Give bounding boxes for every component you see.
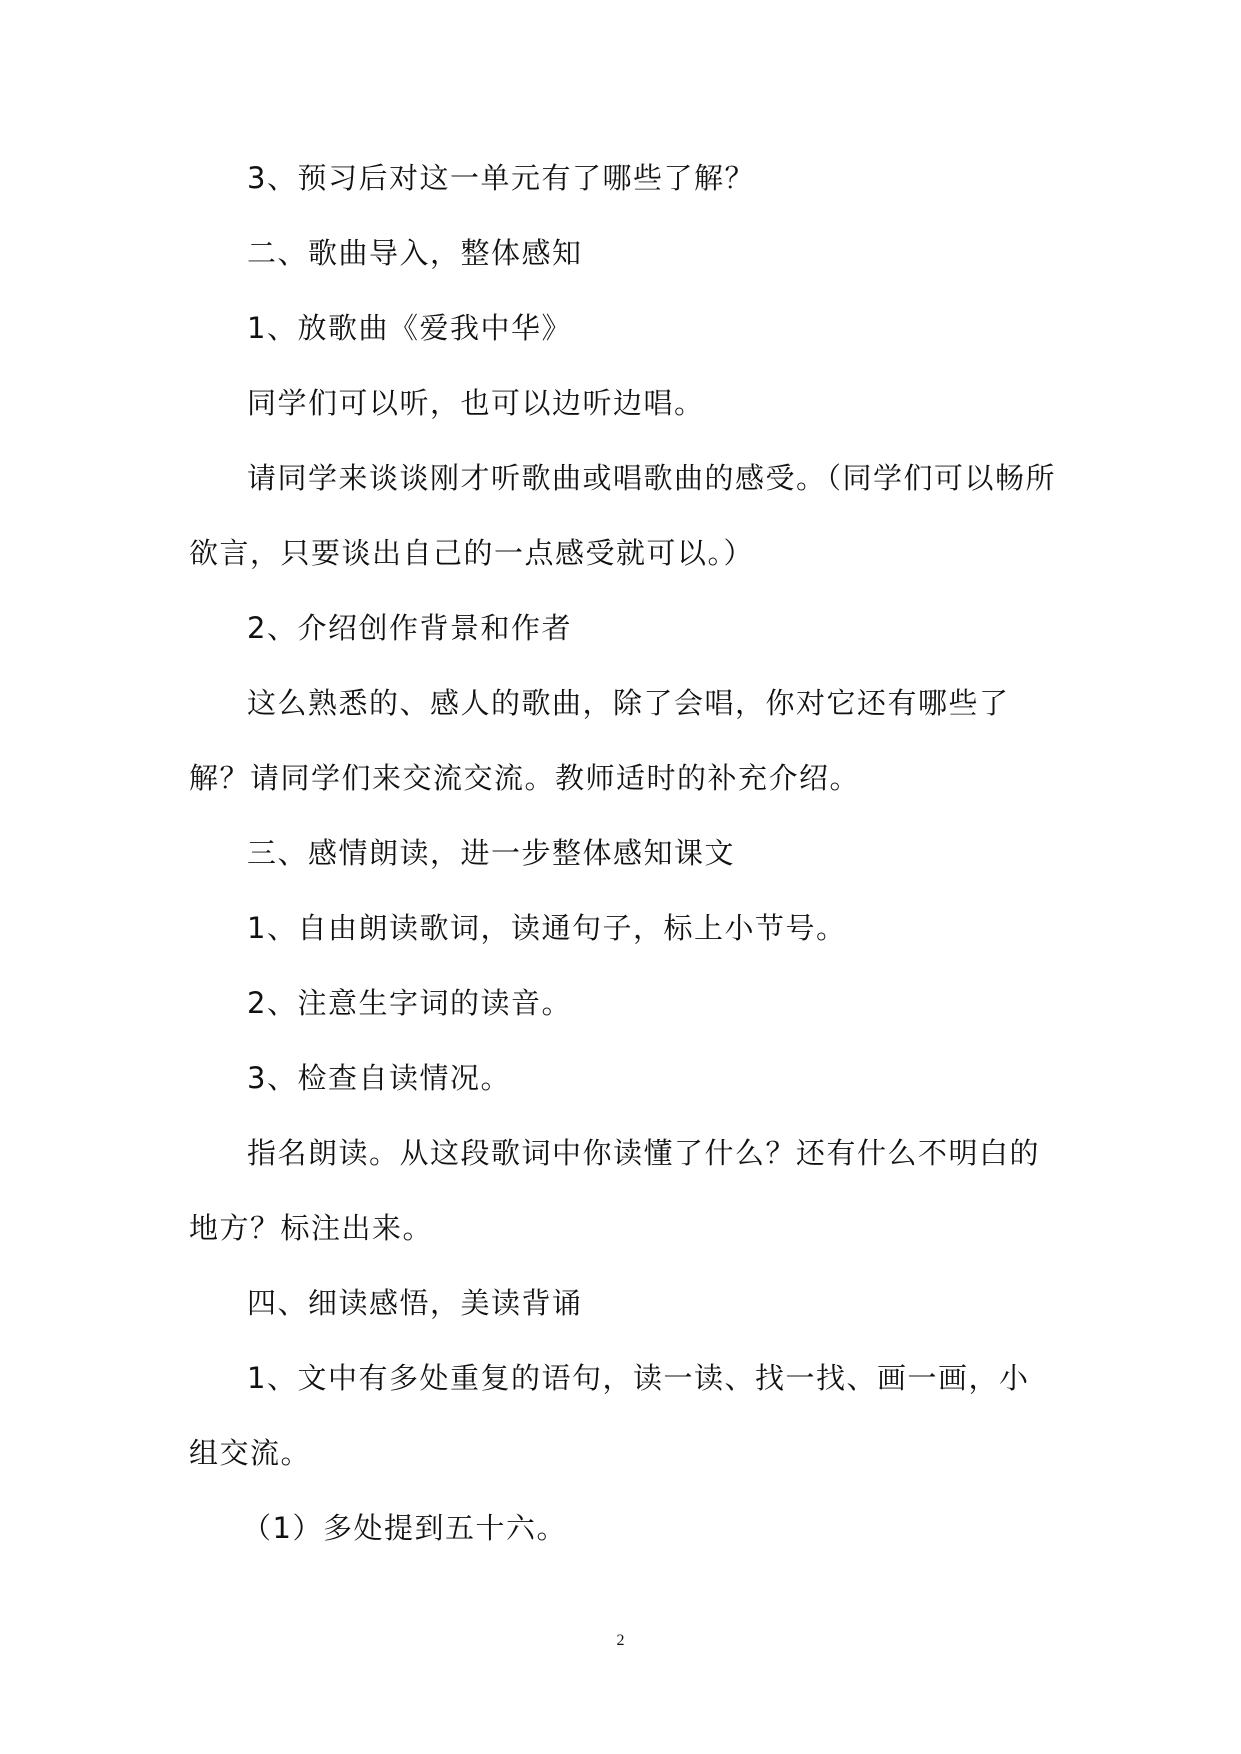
paragraph: 3、预习后对这一单元有了哪些了解？ (247, 161, 755, 195)
paragraph: 这么熟悉的、感人的歌曲，除了会唱，你对它还有哪些了解？请同学们来交流交流。教师适时的补充介绍。 (189, 686, 1010, 795)
paragraph: 同学们可以听，也可以边听边唱。 (247, 386, 705, 420)
paragraph: 指名朗读。从这段歌词中你读懂了什么？还有什么不明白的地方？标注出来。 (189, 1136, 1041, 1245)
section-heading: 四、细读感悟，美读背诵 (247, 1286, 583, 1320)
paragraph: 请同学来谈谈刚才听歌曲或唱歌曲的感受。（同学们可以畅所欲言，只要谈出自己的一点感受就可以。） (189, 461, 1057, 570)
paragraph: （1）多处提到五十六。 (242, 1511, 567, 1545)
page-number: 2 (616, 1632, 625, 1649)
paragraph: 3、检查自读情况。 (247, 1061, 511, 1095)
section-heading: 三、感情朗读，进一步整体感知课文 (247, 836, 736, 870)
paragraph: 1、文中有多处重复的语句，读一读、找一找、画一画，小组交流。 (189, 1361, 1030, 1470)
paragraph: 2、注意生字词的读音。 (247, 986, 572, 1020)
paragraph: 2、介绍创作背景和作者 (247, 611, 572, 645)
paragraph: 1、自由朗读歌词，读通句子，标上小节号。 (247, 911, 847, 945)
paragraph: 1、放歌曲《爱我中华》 (247, 311, 572, 345)
section-heading: 二、歌曲导入，整体感知 (247, 236, 583, 270)
document-body (189, 141, 1059, 1566)
